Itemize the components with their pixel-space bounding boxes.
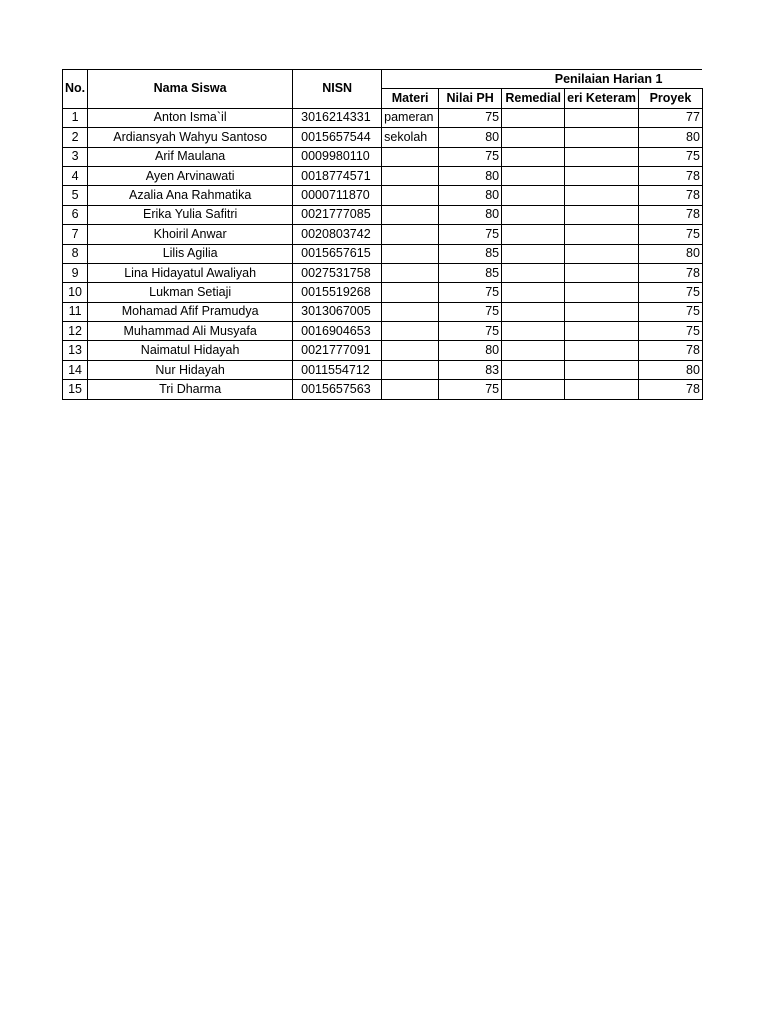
cell-nama-siswa: Ayen Arvinawati — [88, 166, 293, 185]
cell-keterampilan — [565, 147, 639, 166]
cell-materi — [382, 186, 439, 205]
cell-nilai-ph: 75 — [439, 225, 502, 244]
header-materi: Materi — [382, 89, 439, 108]
cell-remedial — [502, 128, 565, 147]
table-row — [63, 341, 703, 360]
cell-no: 2 — [63, 128, 88, 147]
cell-remedial — [502, 186, 565, 205]
table-row — [63, 205, 703, 224]
cell-no: 1 — [63, 108, 88, 127]
cell-no: 9 — [63, 263, 88, 282]
cell-nama-siswa: Tri Dharma — [88, 380, 293, 399]
cell-remedial — [502, 263, 565, 282]
table-row — [63, 108, 703, 127]
cell-nisn: 0011554712 — [293, 360, 382, 379]
cell-materi: pameran — [382, 108, 439, 127]
cell-nisn: 0015657615 — [293, 244, 382, 263]
table-row — [63, 302, 703, 321]
cell-no: 15 — [63, 380, 88, 399]
table-row — [63, 283, 703, 302]
cell-materi — [382, 341, 439, 360]
cell-materi — [382, 205, 439, 224]
table-row — [63, 147, 703, 166]
cell-no: 3 — [63, 147, 88, 166]
spreadsheet — [62, 69, 703, 400]
cell-remedial — [502, 322, 565, 341]
cell-materi: sekolah — [382, 128, 439, 147]
cell-proyek: 80 — [638, 360, 702, 379]
cell-keterampilan — [565, 108, 639, 127]
cell-no: 8 — [63, 244, 88, 263]
cell-nisn: 0015519268 — [293, 283, 382, 302]
cell-proyek: 75 — [638, 302, 702, 321]
table-row — [63, 244, 703, 263]
cell-nilai-ph: 80 — [439, 186, 502, 205]
cell-no: 5 — [63, 186, 88, 205]
cell-materi — [382, 225, 439, 244]
cell-proyek: 78 — [638, 205, 702, 224]
cell-nilai-ph: 75 — [439, 108, 502, 127]
cell-nama-siswa: Lukman Setiaji — [88, 283, 293, 302]
cell-nisn: 0021777085 — [293, 205, 382, 224]
cell-keterampilan — [565, 244, 639, 263]
cell-nama-siswa: Anton Isma`il — [88, 108, 293, 127]
cell-remedial — [502, 360, 565, 379]
header-keterampilan: eri Keteram — [565, 89, 639, 108]
cell-materi — [382, 380, 439, 399]
cell-materi — [382, 283, 439, 302]
cell-nilai-ph: 80 — [439, 128, 502, 147]
cell-proyek: 78 — [638, 263, 702, 282]
cell-no: 13 — [63, 341, 88, 360]
cell-keterampilan — [565, 322, 639, 341]
cell-materi — [382, 322, 439, 341]
header-no: No. — [63, 70, 88, 109]
cell-no: 6 — [63, 205, 88, 224]
cell-proyek: 75 — [638, 225, 702, 244]
cell-proyek: 78 — [638, 380, 702, 399]
cell-nisn: 0018774571 — [293, 166, 382, 185]
table-row — [63, 225, 703, 244]
cell-proyek: 78 — [638, 186, 702, 205]
cell-nilai-ph: 85 — [439, 263, 502, 282]
cell-no: 7 — [63, 225, 88, 244]
cell-nilai-ph: 75 — [439, 380, 502, 399]
cell-nisn: 0027531758 — [293, 263, 382, 282]
cell-keterampilan — [565, 205, 639, 224]
table-body — [63, 108, 703, 399]
cell-proyek: 77 — [638, 108, 702, 127]
cell-proyek: 75 — [638, 283, 702, 302]
table-row — [63, 360, 703, 379]
cell-nama-siswa: Nur Hidayah — [88, 360, 293, 379]
cell-nisn: 0009980110 — [293, 147, 382, 166]
header-nama-siswa: Nama Siswa — [88, 70, 293, 109]
cell-materi — [382, 147, 439, 166]
cell-nisn: 0020803742 — [293, 225, 382, 244]
cell-no: 10 — [63, 283, 88, 302]
cell-no: 12 — [63, 322, 88, 341]
cell-nama-siswa: Azalia Ana Rahmatika — [88, 186, 293, 205]
cell-nama-siswa: Lina Hidayatul Awaliyah — [88, 263, 293, 282]
cell-nama-siswa: Muhammad Ali Musyafa — [88, 322, 293, 341]
header-row-1 — [63, 70, 703, 89]
cell-remedial — [502, 341, 565, 360]
cell-nisn: 3013067005 — [293, 302, 382, 321]
cell-materi — [382, 263, 439, 282]
table-row — [63, 186, 703, 205]
cell-keterampilan — [565, 380, 639, 399]
cell-no: 4 — [63, 166, 88, 185]
cell-nisn: 0015657563 — [293, 380, 382, 399]
cell-keterampilan — [565, 360, 639, 379]
cell-proyek: 80 — [638, 244, 702, 263]
cell-nisn: 0021777091 — [293, 341, 382, 360]
cell-remedial — [502, 166, 565, 185]
cell-materi — [382, 360, 439, 379]
cell-nilai-ph: 85 — [439, 244, 502, 263]
cell-nilai-ph: 83 — [439, 360, 502, 379]
cell-nama-siswa: Mohamad Afif Pramudya — [88, 302, 293, 321]
cell-remedial — [502, 108, 565, 127]
table-row — [63, 128, 703, 147]
table-row — [63, 380, 703, 399]
cell-keterampilan — [565, 128, 639, 147]
cell-remedial — [502, 147, 565, 166]
cell-nilai-ph: 80 — [439, 205, 502, 224]
cell-no: 11 — [63, 302, 88, 321]
cell-nilai-ph: 75 — [439, 283, 502, 302]
cell-keterampilan — [565, 283, 639, 302]
cell-keterampilan — [565, 225, 639, 244]
cell-keterampilan — [565, 166, 639, 185]
table-row — [63, 166, 703, 185]
header-penilaian-harian: Penilaian Harian 1 — [382, 70, 703, 89]
cell-proyek: 75 — [638, 147, 702, 166]
cell-materi — [382, 166, 439, 185]
header-nisn: NISN — [293, 70, 382, 109]
header-nilai-ph: Nilai PH — [439, 89, 502, 108]
cell-proyek: 75 — [638, 322, 702, 341]
cell-nisn: 3016214331 — [293, 108, 382, 127]
cell-nilai-ph: 75 — [439, 322, 502, 341]
cell-nilai-ph: 75 — [439, 147, 502, 166]
cell-keterampilan — [565, 263, 639, 282]
cell-nama-siswa: Khoiril Anwar — [88, 225, 293, 244]
cell-proyek: 80 — [638, 128, 702, 147]
cell-proyek: 78 — [638, 341, 702, 360]
cell-nisn: 0015657544 — [293, 128, 382, 147]
cell-remedial — [502, 244, 565, 263]
cell-keterampilan — [565, 341, 639, 360]
cell-nama-siswa: Erika Yulia Safitri — [88, 205, 293, 224]
cell-proyek: 78 — [638, 166, 702, 185]
cell-nisn: 0016904653 — [293, 322, 382, 341]
cell-nama-siswa: Ardiansyah Wahyu Santoso — [88, 128, 293, 147]
cell-nama-siswa: Lilis Agilia — [88, 244, 293, 263]
cell-nisn: 0000711870 — [293, 186, 382, 205]
table-row — [63, 322, 703, 341]
header-remedial: Remedial — [502, 89, 565, 108]
cell-remedial — [502, 302, 565, 321]
cell-remedial — [502, 205, 565, 224]
cell-keterampilan — [565, 186, 639, 205]
table-row — [63, 263, 703, 282]
cell-materi — [382, 302, 439, 321]
cell-materi — [382, 244, 439, 263]
grade-table — [62, 69, 703, 400]
cell-nama-siswa: Arif Maulana — [88, 147, 293, 166]
cell-remedial — [502, 380, 565, 399]
cell-nilai-ph: 80 — [439, 166, 502, 185]
cell-nilai-ph: 80 — [439, 341, 502, 360]
cell-nilai-ph: 75 — [439, 302, 502, 321]
cell-nama-siswa: Naimatul Hidayah — [88, 341, 293, 360]
cell-no: 14 — [63, 360, 88, 379]
cell-remedial — [502, 225, 565, 244]
header-proyek: Proyek — [638, 89, 702, 108]
cell-keterampilan — [565, 302, 639, 321]
cell-remedial — [502, 283, 565, 302]
